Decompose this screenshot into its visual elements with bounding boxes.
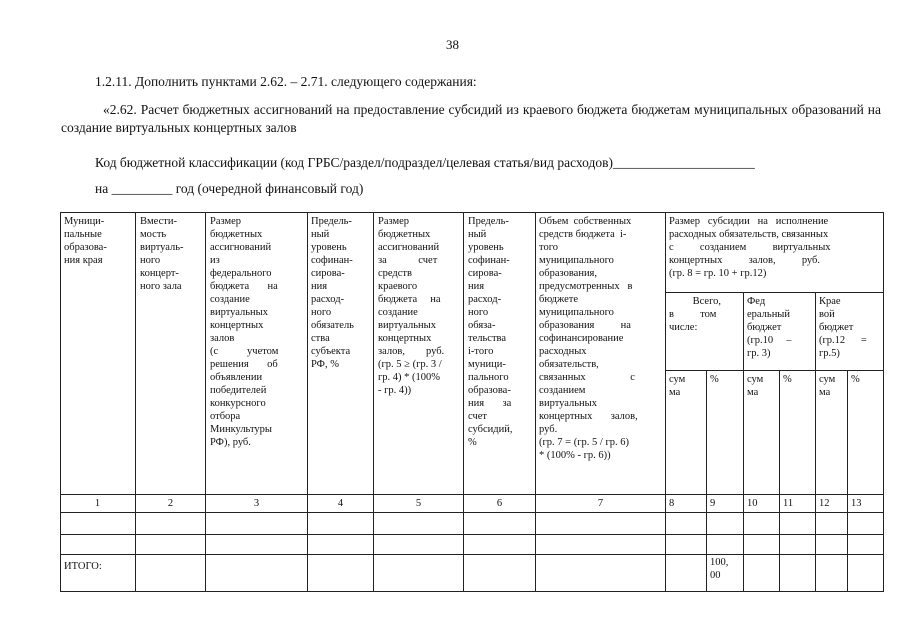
budget-table: [60, 212, 884, 592]
header-federal-allocations: Размер бюджетных ассигнований из федерального бюджета на создание виртуальных концертных залов (с учетом решения об объявлении победителей конкурсного отбора Минкультуры РФ), руб.: [210, 216, 279, 448]
header-federal-budget: Фед еральный бюджет (гр.10 – гр. 3): [747, 296, 792, 359]
header-capacity: Вмести- мость виртуаль- ного концерт- ного зала: [140, 216, 184, 292]
header-percent-13: %: [851, 374, 860, 385]
col-number: 7: [597, 498, 604, 509]
header-total-including: Всего, в том числе:: [669, 296, 721, 333]
col-number: 11: [783, 498, 794, 509]
header-cofinancing-level-subject: Предель- ный уровень софинан- сирова- ния расход- ного обязатель ства субъекта РФ, %: [311, 216, 354, 370]
header-regional-budget: Крае вой бюджет (гр.12 = гр.5): [819, 296, 867, 359]
kbk-line: Код бюджетной классификации (код ГРБС/раздел/подраздел/целевая статья/вид расходов)_____________________: [95, 155, 755, 170]
col-number: 6: [496, 498, 503, 509]
header-own-funds: Объем собственных средств бюджета i- того муниципального образования, предусмотренных в бюджете муниципального образования на софинансирование расходных обязательств, связанных с созданием виртуальных концертных залов, руб. (гр. 7 = (гр. 5 / гр. 6) * (100% - гр. 6)): [539, 216, 638, 461]
year-line: на _________ год (очередной финансовый год): [95, 181, 364, 196]
header-sum-10: сум ма: [747, 374, 764, 398]
header-cofinancing-level-municipal: Предель- ный уровень софинан- сирова- ния расход- ного обяза- тельства i-того муници- пального образова- ния за счет субсидий, %: [468, 216, 513, 448]
col-number: 12: [819, 498, 830, 509]
col-number: 2: [167, 498, 174, 509]
section-title: «2.62. Расчет бюджетных ассигнований на предоставление субсидий из краевого бюджета бюджетам муниципальных образований на создание виртуальных концертных залов: [61, 102, 881, 135]
col-number: 10: [747, 498, 758, 509]
col-number: 9: [710, 498, 716, 509]
header-regional-allocations: Размер бюджетных ассигнований за счет средств краевого бюджета на создание виртуальных концертных залов, руб. (гр. 5 ≥ (гр. 3 / гр. 4) * (100% - гр. 4)): [378, 216, 445, 396]
total-label: ИТОГО:: [64, 561, 102, 572]
col-number: 1: [94, 498, 101, 509]
header-percent-9: %: [710, 374, 719, 385]
col-number: 13: [851, 498, 862, 509]
col-number: 4: [337, 498, 344, 509]
header-sum-12: сум ма: [819, 374, 836, 398]
col-number: 3: [253, 498, 260, 509]
total-percent-value: 100, 00: [710, 557, 729, 581]
page-number: 38: [446, 37, 459, 52]
header-municipal-units: Муници- пальные образова- ния края: [64, 216, 107, 266]
intro-line: 1.2.11. Дополнить пунктами 2.62. – 2.71. следующего содержания:: [95, 74, 477, 89]
header-subsidy-size: Размер субсидии на исполнение расходных обязательств, связанных с созданием виртуальных концертных залов, руб. (гр. 8 = гр. 10 + гр.12): [669, 216, 831, 279]
col-number: 8: [669, 498, 675, 509]
header-percent-11: %: [783, 374, 792, 385]
header-sum-8: сум ма: [669, 374, 686, 398]
col-number: 5: [415, 498, 422, 509]
